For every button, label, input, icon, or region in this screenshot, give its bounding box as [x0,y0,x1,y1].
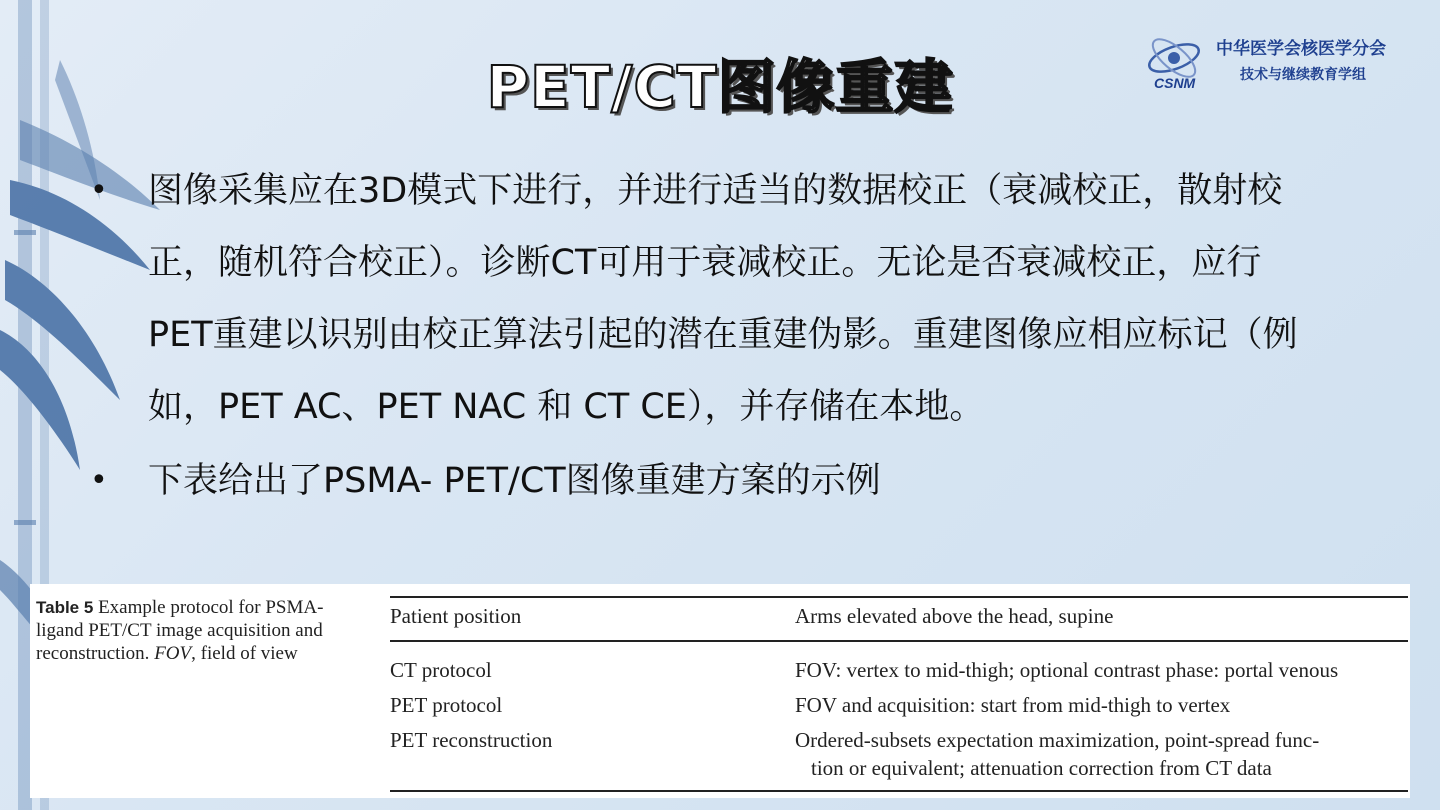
table-cell-recon-label: PET reconstruction [390,728,553,752]
bullet-dot-icon: • [90,173,108,208]
table-caption-text: Example protocol for PSMA-ligand PET/CT image acquisition and reconstruction. [36,597,324,664]
bullet-text: 图像采集应在3D模式下进行，并进行适当的数据校正（衰减校正，散射校正，随机符合校正）。诊断CT可用于衰减校正。无论是否衰减校正，应行PET重建以识别由校正算法引起的潜在重建伪影。重建图像应相应标记（例如，PET AC、PET NAC 和 CT CE），并存储在本地。 [148,171,1298,427]
table-cell-recon-value-cont: tion or equivalent; attenuation correction from CT data [811,756,1272,780]
table-caption-label: Table 5 [36,598,94,617]
table-cell-ct-label: CT protocol [390,658,492,682]
logo-org-name: 中华医学会核医学分会 [1216,39,1386,59]
csnm-logo [1140,28,1430,98]
slide-title: PET/CT图像重建 [486,53,954,121]
bullet-item [90,155,1310,443]
logo-sub-name: 技术与继续教育学组 [1240,67,1366,83]
table-cell-pet-value: FOV and acquisition: start from mid-thigh to vertex [795,693,1231,717]
table-cell-recon-value: Ordered-subsets expectation maximization, point-spread func- [795,728,1320,752]
table-caption [36,596,336,665]
table-caption-abbr-def: , field of view [191,643,298,664]
table-header-left: Patient position [390,604,522,628]
table-bottom-rule [390,790,1408,792]
bullet-dot-icon: • [90,463,108,498]
table-cell-pet-label: PET protocol [390,693,503,717]
table-caption-abbr: FOV [154,643,192,664]
protocol-table-panel [30,584,1410,798]
table-header-rule [390,640,1408,642]
bullet-text: 下表给出了PSMA- PET/CT图像重建方案的示例 [148,461,881,501]
logo-mark-text: CSNM [1154,75,1196,91]
atom-logo-icon [1140,28,1218,92]
bullet-list [90,155,1310,517]
table-cell-ct-value: FOV: vertex to mid-thigh; optional contrast phase: portal venous [795,658,1339,682]
table-header-right: Arms elevated above the head, supine [795,604,1114,628]
bullet-item [90,445,1310,517]
table-top-rule [390,596,1408,598]
